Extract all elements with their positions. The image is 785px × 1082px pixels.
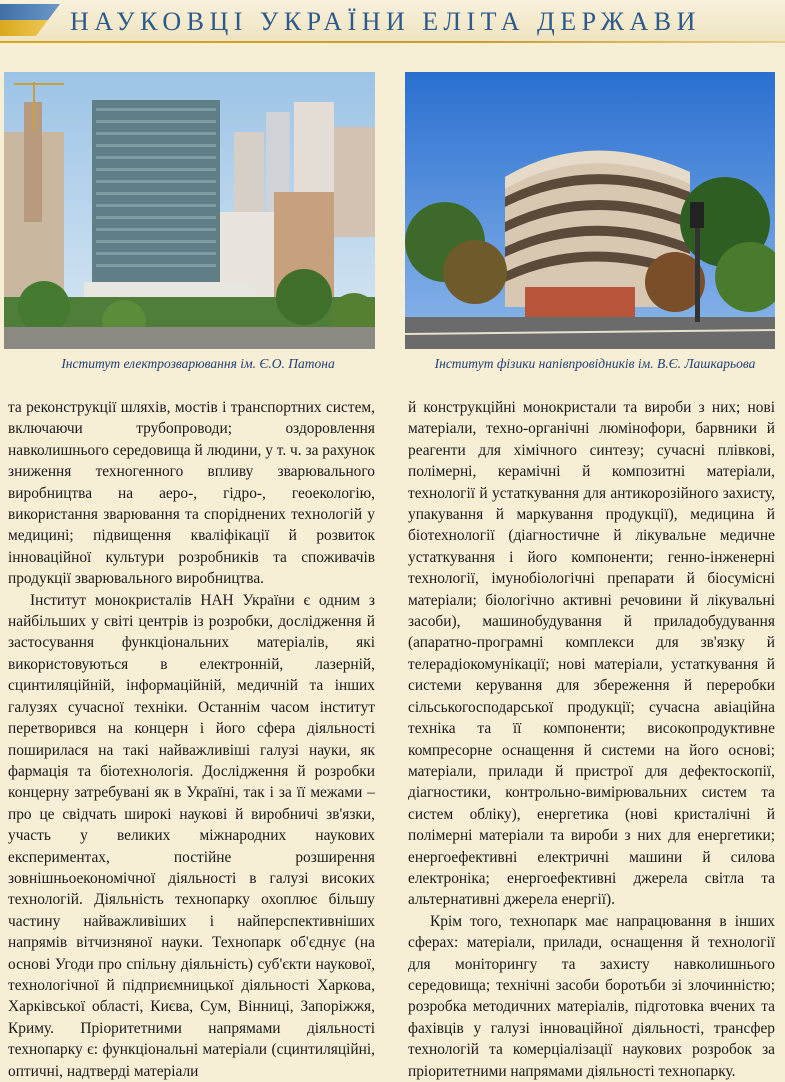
flag-stripe-blue	[0, 4, 60, 20]
photo-caption-right: Інститут фізики напівпровідників ім. В.Є. Лашкарьова	[434, 356, 756, 371]
paragraph: й конструкційні монокристали та вироби з них; нові матеріали, техно-органічні люмінофори, барвники й реагенти для хімічного синтезу; сучасні плівкові, полімерні, керамічні й композитні матеріали, технології й устаткування для антикорозійного захисту, упакування й маркування продукції), медицина й біотехнології (діагностичне й лікувальне медичне устаткування і його компоненти; генно-інженерні технології, імунобіологічні препарати й біосумісні матеріали; біологічно активні речовини й лікувальні засоби), машинобудування й приладобудування (апаратно-програмні комплекси для зв'язку й телерадіокомунікації; нові матеріали, устаткування й системи керування для збереження й переробки сільськогосподарської продукції; сучасна авіаційна техніка та її компоненти; високопродуктивне компресорне оснащення й системи на його основі; матеріали, прилади й пристрої для дефектоскопії, діагностики, контрольно-вимірювальних систем та систем обліку), енергетика (нові кристалічні й полімерні матеріали та вироби з них для енергетики; енергоефективні електричні машини й силова електроніка; енергоефективні джерела світла та альтернативні джерела енергії).	[408, 399, 775, 909]
flag-stripe-gold	[0, 20, 60, 36]
photo-caption-left: Інститут електрозварювання ім. Є.О. Патона	[61, 356, 335, 371]
paragraph: Інститут монокристалів НАН України є одним з найбільших у світі центрів із розробки, дослідження й застосування функціональних матеріалів, які використовуються в електронній, лазерній, сцинтиляційній, інформаційній, медичній та інших галузях сучасної техніки. Останнім часом інститут перетворився на концерн і його сфера діяльності поширилася на такі найважливіші галузі науки, як фармація та біотехнологія. Дослідження й розробки концерну затребувані як в Україні, так і за її межами – про це свідчать широкі наукові й виробничі зв'язки, участь у великих міжнародних наукових експериментах, постійне розширення зовнішньоекономічної діяльності в галузі високих технологій. Діяльність технопарку охоплює більшу частину найважливіших і найперспективніших напрямів вітчизняної науки. Технопарк об'єднує (на основі Угоди про спільну діяльність) суб'єкти наукової, технологічної й підприємницької діяльності Харкова, Харківської області, Києва, Сум, Вінниці, Запоріжжя, Криму. Пріоритетними напрямами діяльності технопарку є: функціональні матеріали (сцинтиляційні, оптичні, надтверді матеріали	[8, 591, 375, 1080]
photo-semiconductor-institute	[405, 72, 775, 349]
header-title: НАУКОВЦІ УКРАЇНИ ЕЛІТА ДЕРЖАВИ	[70, 7, 701, 36]
article-column-left	[8, 397, 375, 1082]
article-column-right	[408, 397, 775, 1082]
paragraph: та реконструкції шляхів, мостів і транспортних систем, включаючи трубопроводи; оздоровлення навколишнього середовища й людини, у т. ч. за рахунок зниження техногенного впливу зварювального виробництва на аеро-, гідро-, геоекологію, використання зварювання та споріднених технологій у медицині; підвищення кваліфікації й розвиток інноваційної культури розробників та споживачів продукції зварювального виробництва.	[8, 399, 375, 588]
photo-paton-institute	[4, 72, 375, 349]
header-rule	[0, 41, 785, 43]
paragraph: Крім того, технопарк має напрацювання в інших сферах: матеріали, прилади, оснащення й технології для моніторингу та захисту навколишнього середовища; технічні засоби боротьби зі злочинністю; розробка методичних матеріалів, підготовка вчених та фахівців у галузі інноваційної діяльності, трансфер технологій та комерціалізації наукових розробок за пріоритетними напрямами діяльності технопарку.	[408, 912, 775, 1080]
page-header	[0, 0, 785, 42]
